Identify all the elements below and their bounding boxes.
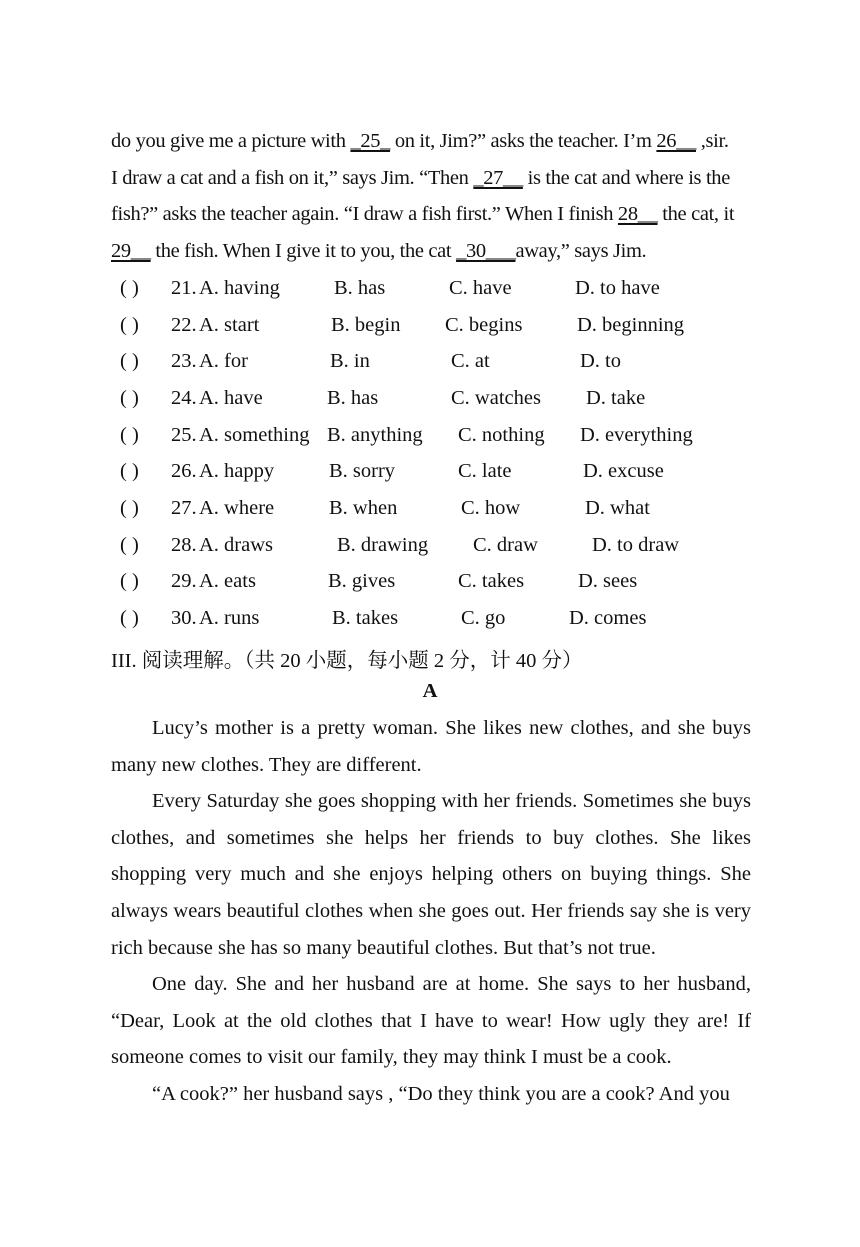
- passage-paragraph-3: One day. She and her husband are at home. She says to her husband, “Dear, Look at the old clothes that I have to wear! How ugly they are! If someone comes to visit our family, they may think I must be a cook.: [111, 973, 751, 1069]
- cloze-line-3: [111, 203, 751, 226]
- option-c: C. nothing: [458, 424, 545, 446]
- option-d: D. take: [586, 387, 646, 409]
- option-d: D. comes: [569, 607, 647, 629]
- option-b: B. drawing: [337, 534, 429, 556]
- option-c: C. takes: [458, 570, 525, 592]
- question-number: 26.: [171, 460, 197, 482]
- cloze-text: I draw a cat and a fish on it,” says Jim. “Then: [111, 167, 474, 189]
- cloze-line-1: [111, 130, 751, 153]
- option-b: B. sorry: [329, 460, 396, 482]
- answer-bracket[interactable]: ( ): [120, 314, 139, 336]
- question-number: 23.: [171, 350, 197, 372]
- answer-bracket[interactable]: ( ): [120, 534, 139, 556]
- option-d: D. what: [585, 497, 650, 519]
- passage-paragraph-2: Every Saturday she goes shopping with her friends. Sometimes she buys clothes, and sometimes she helps her friends to buy clothes. She likes shopping very much and she enjoys helping others on buying things. She always wears beautiful clothes when she goes out. Her friends say she is very rich because she has so many beautiful clothes. But that’s not true.: [111, 790, 751, 959]
- option-a: A. eats: [199, 570, 256, 592]
- option-a: A. have: [199, 387, 263, 409]
- option-b: B. takes: [332, 607, 399, 629]
- answer-bracket[interactable]: ( ): [120, 387, 139, 409]
- question-number: 29.: [171, 570, 197, 592]
- option-d: D. beginning: [577, 314, 685, 336]
- option-c: C. at: [451, 350, 490, 372]
- blank-28: 28__: [617, 203, 658, 225]
- cloze-text: the fish. When I give it to you, the cat: [150, 240, 457, 262]
- option-a: A. draws: [199, 534, 274, 556]
- option-d: D. sees: [578, 570, 638, 592]
- answer-bracket[interactable]: ( ): [120, 424, 139, 446]
- blank-25: _25_: [350, 130, 391, 152]
- blank-29: 29__: [111, 240, 151, 262]
- answer-bracket[interactable]: ( ): [120, 460, 139, 482]
- cloze-text: away,” says Jim.: [515, 240, 647, 262]
- option-c: C. how: [461, 497, 521, 519]
- option-b: B. in: [330, 350, 370, 372]
- option-b: B. has: [327, 387, 379, 409]
- option-c: C. late: [458, 460, 512, 482]
- cloze-text: do you give me a picture with: [111, 130, 351, 152]
- question-number: 21.: [171, 277, 197, 299]
- option-b: B. anything: [327, 424, 423, 446]
- answer-bracket[interactable]: ( ): [120, 497, 139, 519]
- option-c: C. watches: [451, 387, 541, 409]
- answer-bracket[interactable]: ( ): [120, 277, 139, 299]
- option-b: B. has: [334, 277, 386, 299]
- question-number: 25.: [171, 424, 197, 446]
- question-number: 28.: [171, 534, 197, 556]
- option-a: A. runs: [199, 607, 260, 629]
- option-d: D. to have: [575, 277, 660, 299]
- option-c: C. have: [449, 277, 512, 299]
- option-c: C. begins: [445, 314, 523, 336]
- cloze-text: on it, Jim?” asks the teacher. I’m: [390, 130, 657, 152]
- cloze-line-4: [111, 240, 646, 263]
- option-b: B. gives: [328, 570, 396, 592]
- question-number: 24.: [171, 387, 197, 409]
- answer-bracket[interactable]: ( ): [120, 607, 139, 629]
- answer-bracket[interactable]: ( ): [120, 570, 139, 592]
- option-c: C. go: [461, 607, 506, 629]
- passage-title: A: [422, 680, 438, 702]
- section-heading: III. 阅读理解。（共 20 小题，每小题 2 分，计 40 分）: [111, 650, 583, 672]
- option-d: D. excuse: [583, 460, 664, 482]
- cloze-line-2: [111, 167, 751, 190]
- blank-27: _27__: [473, 167, 523, 189]
- cloze-text: fish?” asks the teacher again. “I draw a fish first.” When I finish: [111, 203, 618, 225]
- question-number: 30.: [171, 607, 197, 629]
- option-a: A. for: [199, 350, 248, 372]
- passage-paragraph-4: “A cook?” her husband says , “Do they think you are a cook? And you: [152, 1083, 730, 1105]
- option-d: D. everything: [580, 424, 693, 446]
- option-c: C. draw: [473, 534, 538, 556]
- blank-30: _30___: [456, 240, 516, 262]
- option-a: A. start: [199, 314, 260, 336]
- blank-26: 26__: [656, 130, 696, 152]
- option-a: A. where: [199, 497, 275, 519]
- option-a: A. having: [199, 277, 280, 299]
- question-number: 27.: [171, 497, 197, 519]
- option-d: D. to: [580, 350, 621, 372]
- cloze-text: the cat, it: [657, 203, 735, 225]
- option-a: A. something: [199, 424, 310, 446]
- cloze-text: is the cat and where is the: [522, 167, 730, 189]
- question-number: 22.: [171, 314, 197, 336]
- option-b: B. begin: [331, 314, 401, 336]
- cloze-text: ,sir.: [696, 130, 729, 152]
- answer-bracket[interactable]: ( ): [120, 350, 139, 372]
- option-a: A. happy: [199, 460, 275, 482]
- passage-paragraph-1: Lucy’s mother is a pretty woman. She likes new clothes, and she buys many new clothes. They are different.: [111, 717, 751, 776]
- option-d: D. to draw: [592, 534, 680, 556]
- option-b: B. when: [329, 497, 398, 519]
